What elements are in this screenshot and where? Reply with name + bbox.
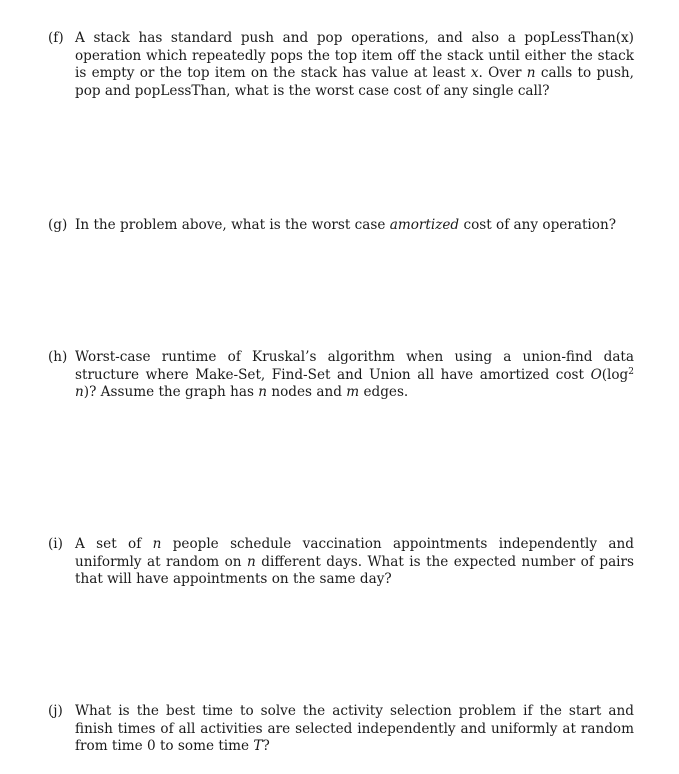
question-label: (i) xyxy=(48,536,63,552)
question-label: (j) xyxy=(48,703,63,719)
question-j xyxy=(48,703,634,756)
question-text: Worst-case runtime of Kruskal’s algorithm when using a union-find data structure where Make-Set, Find-Set and Union all have amortized cost $O(\log^2$ n)? Assume the graph has n nodes and m edges. xyxy=(75,349,634,400)
question-label: (g) xyxy=(48,217,68,233)
question-text: What is the best time to solve the activity selection problem if the start and finish times of all activities are selected independently and uniformly at random from time 0 to some time T? xyxy=(75,703,634,754)
question-text: In the problem above, what is the worst case amortized cost of any operation? xyxy=(75,217,616,233)
question-f xyxy=(48,30,634,100)
question-h xyxy=(48,349,634,402)
question-text: A stack has standard push and pop operations, and also a popLessThan(x) operation which repeatedly pops the top item off the stack until either the stack is empty or the top item on the stack has value at least x. Over n calls to push, pop and popLessThan, what is the worst case cost of any single call? xyxy=(75,30,634,99)
question-label: (f) xyxy=(48,30,64,46)
question-g xyxy=(48,217,634,235)
question-i xyxy=(48,536,634,589)
question-text: A set of n people schedule vaccination appointments independently and uniformly at random on n different days. What is the expected number of pairs that will have appointments on the same day? xyxy=(75,536,634,587)
question-label: (h) xyxy=(48,349,68,365)
